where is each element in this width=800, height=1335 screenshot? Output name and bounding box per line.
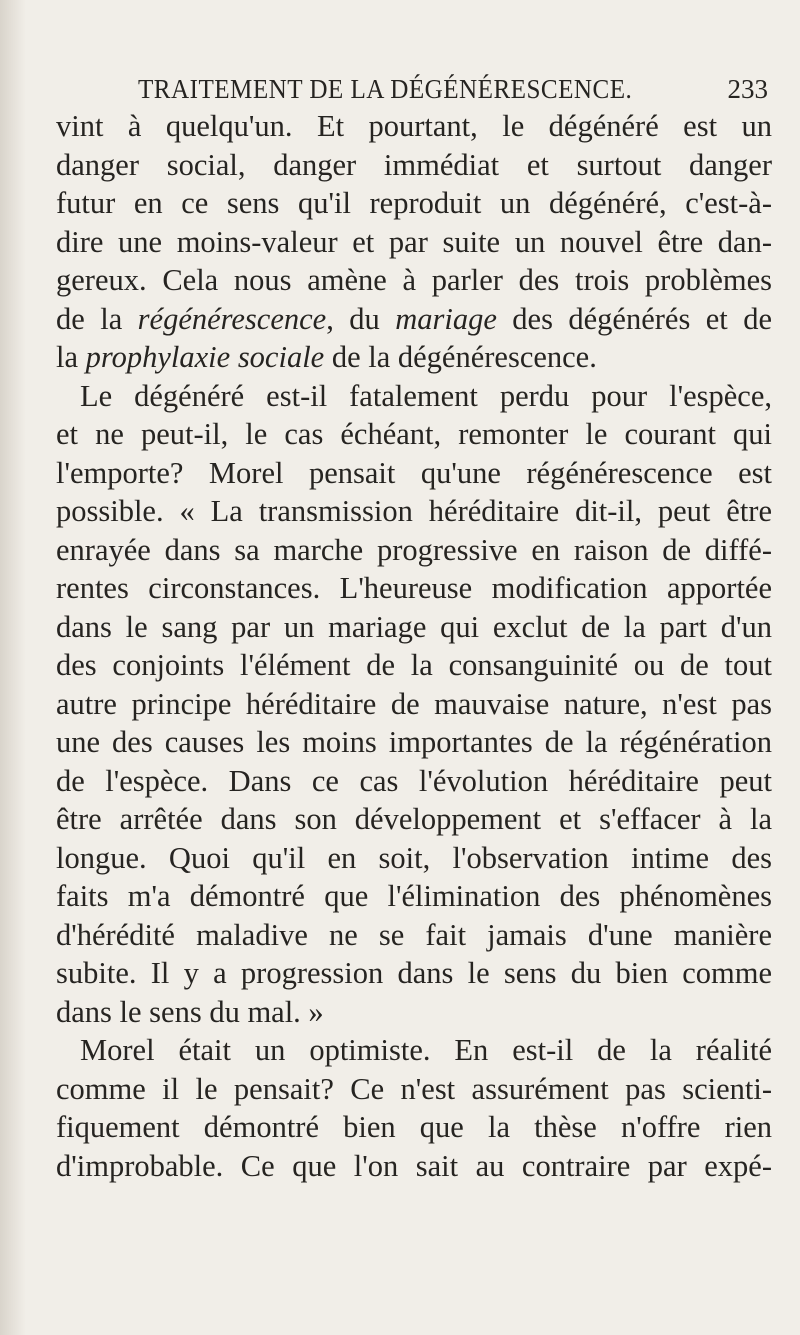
page-header: [138, 74, 768, 108]
page-number: 233: [727, 74, 768, 104]
text-line: [56, 916, 772, 955]
text-line: [56, 993, 772, 1032]
text-run: vint à quelqu'un. Et pourtant, le dégénéré est un: [56, 109, 772, 143]
text-run: danger social, danger immédiat et surtout danger: [56, 147, 772, 182]
page-gutter-shadow: [0, 0, 26, 1335]
text-run: faits m'a démontré que l'élimination des phénomènes: [56, 879, 772, 913]
text-run: futur en ce sens qu'il reproduit un dégénéré, c'est-à-: [56, 186, 772, 220]
italic-term: régénérescence: [137, 301, 327, 336]
text-run: fiquement démontré bien que la thèse n'offre rien: [56, 1110, 772, 1144]
text-run: enrayée dans sa marche progressive en raison de diffé-: [56, 532, 772, 567]
text-line: [56, 839, 772, 878]
text-line: [56, 723, 772, 762]
text-run: subite. Il y a progression dans le sens du bien comme: [56, 956, 772, 990]
text-run: Le dégénéré est-il fatalement perdu pour l'espèce,: [80, 378, 772, 413]
text-run: gereux. Cela nous amène à parler des trois problèmes: [56, 263, 772, 297]
text-line: [56, 377, 772, 416]
text-line: [56, 146, 772, 185]
text-run: de l'espèce. Dans ce cas l'évolution héréditaire peut: [56, 763, 772, 798]
text-line: [56, 762, 772, 801]
text-run: dans le sens du mal. »: [56, 994, 324, 1029]
text-line: [56, 184, 772, 223]
text-run: , du: [326, 301, 396, 336]
body-text: [56, 107, 772, 1185]
text-run: une des causes les moins importantes de la régénération: [56, 725, 772, 759]
text-line: [56, 569, 772, 608]
text-line: [56, 954, 772, 993]
text-run: la: [56, 340, 86, 374]
text-line: [56, 492, 772, 531]
text-run: comme il le pensait? Ce n'est assurément pas scienti-: [56, 1071, 772, 1106]
text-line: [56, 1108, 772, 1147]
text-line: [56, 608, 772, 647]
text-line: [56, 261, 772, 300]
running-title: TRAITEMENT DE LA DÉGÉNÉRESCENCE.: [138, 74, 633, 104]
text-run: longue. Quoi qu'il en soit, l'observation intime des: [56, 840, 772, 875]
text-line: [56, 685, 772, 724]
text-run: l'emporte? Morel pensait qu'une régénérescence est: [56, 455, 772, 490]
text-run: de la dégénérescence.: [324, 340, 597, 374]
text-line: [56, 1147, 772, 1186]
text-run: rentes circonstances. L'heureuse modification apportée: [56, 571, 772, 605]
text-run: dire une moins-valeur et par suite un nouvel être dan-: [56, 224, 772, 259]
text-line: [56, 338, 772, 377]
text-run: des dégénérés et de: [496, 301, 772, 336]
text-line: [56, 1031, 772, 1070]
text-line: [56, 646, 772, 685]
text-line: [56, 223, 772, 262]
text-line: [56, 877, 772, 916]
text-line: [56, 800, 772, 839]
text-run: possible. « La transmission héréditaire dit-il, peut être: [56, 494, 772, 528]
text-line: [56, 531, 772, 570]
text-line: [56, 454, 772, 493]
text-line: [56, 415, 772, 454]
text-run: d'improbable. Ce que l'on sait au contraire par expé-: [56, 1148, 772, 1183]
italic-term: prophylaxie sociale: [85, 340, 325, 374]
text-run: des conjoints l'élément de la consanguinité ou de tout: [56, 648, 772, 682]
text-run: dans le sang par un mariage qui exclut de la part d'un: [56, 609, 772, 644]
text-run: d'hérédité maladive ne se fait jamais d'une manière: [56, 917, 772, 952]
text-run: de la: [56, 301, 138, 336]
text-run: être arrêtée dans son développement et s'effacer à la: [56, 802, 772, 836]
italic-term: mariage: [395, 301, 497, 336]
text-line: [56, 1070, 772, 1109]
text-run: et ne peut-il, le cas échéant, remonter le courant qui: [56, 417, 772, 451]
text-run: autre principe héréditaire de mauvaise nature, n'est pas: [56, 686, 772, 721]
text-line: [56, 107, 772, 146]
text-run: Morel était un optimiste. En est-il de la réalité: [80, 1033, 772, 1067]
text-line: [56, 300, 772, 339]
